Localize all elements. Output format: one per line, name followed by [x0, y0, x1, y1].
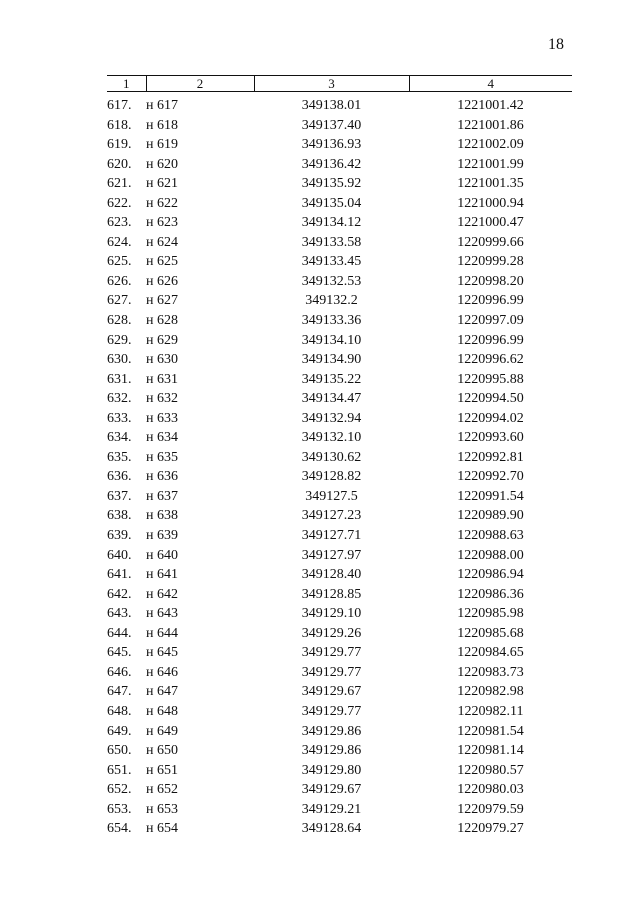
coordinate-y: 1221001.35	[457, 176, 524, 192]
coordinate-x: 349132.53	[301, 273, 362, 289]
table-row	[107, 116, 572, 136]
coordinate-x: 349132.2	[305, 293, 358, 309]
table-row	[107, 702, 572, 722]
table-row	[107, 448, 572, 468]
row-number: 629.	[107, 332, 132, 348]
table-row	[107, 565, 572, 585]
coordinate-x: 349128.85	[301, 586, 362, 602]
coordinates-table	[107, 75, 572, 839]
coordinate-y: 1221002.09	[457, 137, 524, 153]
coordinate-x: 349135.22	[301, 371, 362, 387]
point-name: н 633	[146, 410, 178, 426]
coordinate-x: 349129.77	[301, 664, 362, 680]
row-number: 651.	[107, 762, 132, 778]
point-name: н 645	[146, 645, 178, 661]
coordinate-x: 349128.40	[301, 567, 362, 583]
coordinate-y: 1220988.63	[457, 528, 524, 544]
row-number: 623.	[107, 215, 132, 231]
table-row	[107, 252, 572, 272]
coordinate-x: 349129.26	[301, 625, 362, 641]
point-name: н 648	[146, 703, 178, 719]
coordinate-y: 1221001.86	[457, 117, 524, 133]
table-row	[107, 213, 572, 233]
coordinate-x: 349134.47	[301, 391, 362, 407]
table-row	[107, 487, 572, 507]
coordinate-y: 1220988.00	[457, 547, 524, 563]
table-row	[107, 800, 572, 820]
table-row	[107, 92, 572, 116]
table-row	[107, 506, 572, 526]
coordinate-x: 349135.04	[301, 195, 362, 211]
point-name: н 635	[146, 449, 178, 465]
table-row	[107, 682, 572, 702]
table-row	[107, 663, 572, 683]
row-number: 631.	[107, 371, 132, 387]
coordinate-y: 1220999.28	[457, 254, 524, 270]
table-row	[107, 526, 572, 546]
coordinate-y: 1220981.14	[457, 743, 524, 759]
coordinate-x: 349129.10	[301, 606, 362, 622]
row-number: 628.	[107, 313, 132, 329]
coordinate-y: 1220981.54	[457, 723, 524, 739]
coordinate-y: 1220996.62	[457, 352, 524, 368]
point-name: н 654	[146, 821, 178, 837]
row-number: 646.	[107, 664, 132, 680]
coordinate-y: 1220979.27	[457, 821, 524, 837]
table-row	[107, 585, 572, 605]
row-number: 643.	[107, 606, 132, 622]
column-header-1: 1	[107, 76, 146, 92]
coordinate-y: 1220986.36	[457, 586, 524, 602]
coordinate-y: 1220982.11	[457, 703, 524, 719]
table-row	[107, 370, 572, 390]
point-name: н 641	[146, 567, 178, 583]
table-row	[107, 780, 572, 800]
row-number: 627.	[107, 293, 132, 309]
coordinate-x: 349134.10	[301, 332, 362, 348]
point-name: н 650	[146, 743, 178, 759]
point-name: н 617	[146, 98, 178, 113]
coordinate-x: 349127.23	[301, 508, 362, 524]
coordinate-y: 1220998.20	[457, 273, 524, 289]
coordinate-x: 349138.01	[301, 98, 362, 113]
row-number: 632.	[107, 391, 132, 407]
coordinate-x: 349135.92	[301, 176, 362, 192]
point-name: н 643	[146, 606, 178, 622]
table-header-row	[107, 76, 572, 92]
row-number: 618.	[107, 117, 132, 133]
coordinate-y: 1220994.02	[457, 410, 524, 426]
coordinate-y: 1220996.99	[457, 293, 524, 309]
column-header-2: 2	[146, 76, 254, 92]
coordinate-y: 1220989.90	[457, 508, 524, 524]
table-row	[107, 546, 572, 566]
point-name: н 636	[146, 469, 178, 485]
table-row	[107, 761, 572, 781]
row-number: 622.	[107, 195, 132, 211]
table-row	[107, 624, 572, 644]
coordinate-x: 349134.12	[301, 215, 362, 231]
row-number: 619.	[107, 137, 132, 153]
coordinate-y: 1220983.73	[457, 664, 524, 680]
coordinate-y: 1220995.88	[457, 371, 524, 387]
point-name: н 639	[146, 528, 178, 544]
table-row	[107, 135, 572, 155]
point-name: н 623	[146, 215, 178, 231]
row-number: 636.	[107, 469, 132, 485]
table-row	[107, 409, 572, 429]
coordinate-x: 349129.77	[301, 703, 362, 719]
coordinate-x: 349127.71	[301, 528, 362, 544]
point-name: н 619	[146, 137, 178, 153]
row-number: 639.	[107, 528, 132, 544]
row-number: 645.	[107, 645, 132, 661]
point-name: н 653	[146, 801, 178, 817]
point-name: н 622	[146, 195, 178, 211]
row-number: 624.	[107, 234, 132, 250]
coordinate-y: 1220980.57	[457, 762, 524, 778]
row-number: 635.	[107, 449, 132, 465]
coordinate-y: 1220999.66	[457, 234, 524, 250]
coordinate-x: 349133.36	[301, 313, 362, 329]
point-name: н 640	[146, 547, 178, 563]
table-row	[107, 428, 572, 448]
row-number: 652.	[107, 782, 132, 798]
coordinate-y: 1220991.54	[457, 488, 524, 504]
point-name: н 637	[146, 488, 178, 504]
row-number: 625.	[107, 254, 132, 270]
coordinate-y: 1220980.03	[457, 782, 524, 798]
point-name: н 629	[146, 332, 178, 348]
point-name: н 627	[146, 293, 178, 309]
point-name: н 651	[146, 762, 178, 778]
row-number: 654.	[107, 821, 132, 837]
coordinate-y: 1221001.42	[457, 98, 524, 113]
table-body	[107, 92, 572, 839]
coordinate-x: 349136.42	[301, 156, 362, 172]
coordinate-y: 1220992.81	[457, 449, 524, 465]
row-number: 633.	[107, 410, 132, 426]
coordinate-x: 349129.86	[301, 723, 362, 739]
table-row	[107, 604, 572, 624]
row-number: 638.	[107, 508, 132, 524]
point-name: н 644	[146, 625, 178, 641]
coordinate-y: 1220982.98	[457, 684, 524, 700]
point-name: н 642	[146, 586, 178, 602]
point-name: н 624	[146, 234, 178, 250]
point-name: н 620	[146, 156, 178, 172]
coordinate-x: 349128.64	[301, 821, 362, 837]
table-row	[107, 350, 572, 370]
point-name: н 634	[146, 430, 178, 446]
row-number: 650.	[107, 743, 132, 759]
coordinate-y: 1221000.94	[457, 195, 524, 211]
table-row	[107, 311, 572, 331]
point-name: н 647	[146, 684, 178, 700]
coordinate-x: 349129.21	[301, 801, 362, 817]
row-number: 653.	[107, 801, 132, 817]
coordinate-x: 349129.77	[301, 645, 362, 661]
coordinate-x: 349129.80	[301, 762, 362, 778]
coordinate-y: 1220993.60	[457, 430, 524, 446]
page-number: 18	[548, 36, 564, 53]
row-number: 649.	[107, 723, 132, 739]
point-name: н 646	[146, 664, 178, 680]
row-number: 640.	[107, 547, 132, 563]
coordinate-x: 349129.67	[301, 782, 362, 798]
coordinate-y: 1221000.47	[457, 215, 524, 231]
table-row	[107, 233, 572, 253]
table-row	[107, 741, 572, 761]
row-number: 620.	[107, 156, 132, 172]
point-name: н 652	[146, 782, 178, 798]
point-name: н 625	[146, 254, 178, 270]
coordinate-y: 1220985.98	[457, 606, 524, 622]
row-number: 621.	[107, 176, 132, 192]
point-name: н 618	[146, 117, 178, 133]
coordinate-x: 349133.45	[301, 254, 362, 270]
coordinate-x: 349129.67	[301, 684, 362, 700]
point-name: н 628	[146, 313, 178, 329]
coordinate-x: 349134.90	[301, 352, 362, 368]
coordinate-y: 1220992.70	[457, 469, 524, 485]
coordinate-x: 349129.86	[301, 743, 362, 759]
table-row	[107, 722, 572, 742]
table-row	[107, 174, 572, 194]
table-row	[107, 819, 572, 839]
point-name: н 638	[146, 508, 178, 524]
coordinate-y: 1220986.94	[457, 567, 524, 583]
column-header-3: 3	[254, 76, 409, 92]
point-name: н 626	[146, 273, 178, 289]
coordinate-y: 1220984.65	[457, 645, 524, 661]
coordinate-y: 1220979.59	[457, 801, 524, 817]
coordinate-x: 349132.94	[301, 410, 362, 426]
coordinate-x: 349136.93	[301, 137, 362, 153]
table-row	[107, 291, 572, 311]
row-number: 634.	[107, 430, 132, 446]
coordinate-x: 349128.82	[301, 469, 362, 485]
coordinate-x: 349127.97	[301, 547, 362, 563]
row-number: 626.	[107, 273, 132, 289]
table-row	[107, 467, 572, 487]
coordinate-x: 349132.10	[301, 430, 362, 446]
coordinate-y: 1220997.09	[457, 313, 524, 329]
point-name: н 649	[146, 723, 178, 739]
row-number: 641.	[107, 567, 132, 583]
column-header-4: 4	[409, 76, 572, 92]
coordinate-y: 1221001.99	[457, 156, 524, 172]
row-number: 648.	[107, 703, 132, 719]
coordinate-x: 349127.5	[305, 488, 358, 504]
row-number: 642.	[107, 586, 132, 602]
coordinate-x: 349130.62	[301, 449, 362, 465]
row-number: 644.	[107, 625, 132, 641]
coordinate-y: 1220996.99	[457, 332, 524, 348]
table-row	[107, 389, 572, 409]
coordinate-y: 1220985.68	[457, 625, 524, 641]
table-row	[107, 643, 572, 663]
coordinate-y: 1220994.50	[457, 391, 524, 407]
row-number: 630.	[107, 352, 132, 368]
table-row	[107, 272, 572, 292]
row-number: 637.	[107, 488, 132, 504]
coordinate-x: 349133.58	[301, 234, 362, 250]
table-row	[107, 194, 572, 214]
row-number: 617.	[107, 98, 132, 113]
table-row	[107, 331, 572, 351]
point-name: н 630	[146, 352, 178, 368]
row-number: 647.	[107, 684, 132, 700]
table-row	[107, 155, 572, 175]
point-name: н 631	[146, 371, 178, 387]
point-name: н 621	[146, 176, 178, 192]
point-name: н 632	[146, 391, 178, 407]
coordinate-x: 349137.40	[301, 117, 362, 133]
